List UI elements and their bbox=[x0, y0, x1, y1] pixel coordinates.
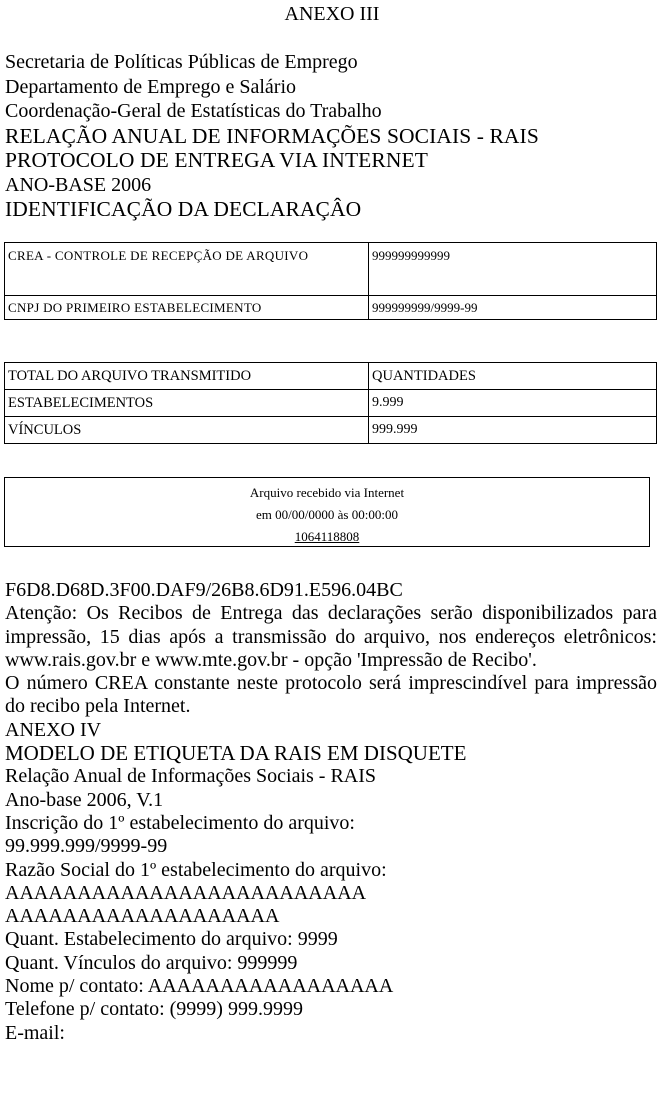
crea-note-paragraph: O número CREA constante neste protocolo será imprescindível para impressão do recibo pela Internet. bbox=[5, 672, 657, 718]
table-row bbox=[5, 417, 657, 444]
header-line-departamento: Departamento de Emprego e Salário bbox=[5, 75, 296, 98]
receipt-line-number: 1064118808 bbox=[294, 529, 360, 544]
razao-line-1: AAAAAAAAAAAAAAAAAAAAAAAAA bbox=[5, 881, 367, 904]
receipt-box bbox=[4, 477, 650, 547]
vinculos-value: 999.999 bbox=[369, 417, 657, 444]
header-line-identificacao: IDENTIFICAÇÃO DA DECLARAÇÂO bbox=[5, 197, 362, 221]
modelo-etiqueta-title: MODELO DE ETIQUETA DA RAIS EM DISQUETE bbox=[5, 741, 467, 766]
cnpj-value: 999999999/9999-99 bbox=[369, 296, 657, 320]
document-header bbox=[5, 50, 655, 222]
estabelecimentos-value: 9.999 bbox=[369, 390, 657, 417]
receipt-line-received: Arquivo recebido via Internet bbox=[249, 485, 405, 500]
document-body bbox=[5, 579, 657, 1045]
table-row bbox=[5, 296, 657, 320]
header-line-coordenacao: Coordenação-Geral de Estatísticas do Trabalho bbox=[5, 100, 382, 122]
header-line-ano-base: ANO-BASE 2006 bbox=[5, 173, 152, 196]
quantidades-table bbox=[4, 362, 657, 444]
header-line-protocolo: PROTOCOLO DE ENTREGA VIA INTERNET bbox=[5, 148, 428, 172]
total-arquivo-label: TOTAL DO ARQUIVO TRANSMITIDO bbox=[5, 363, 369, 390]
relacao-line: Relação Anual de Informações Sociais - RAIS bbox=[5, 765, 377, 788]
razao-line-2: AAAAAAAAAAAAAAAAAAA bbox=[5, 905, 280, 928]
telefone-contato-line: Telefone p/ contato: (9999) 999.9999 bbox=[5, 998, 303, 1021]
crea-value: 999999999999 bbox=[369, 243, 657, 296]
cnpj-label: CNPJ DO PRIMEIRO ESTABELECIMENTO bbox=[5, 296, 369, 320]
header-line-rais: RELAÇÃO ANUAL DE INFORMAÇÕES SOCIAIS - RAIS bbox=[5, 123, 539, 148]
atencao-paragraph: Atenção: Os Recibos de Entrega das declarações serão disponibilizados para impressão, 15 dias após a transmissão do arquivo, nos endereços eletrônicos: www.rais.gov.br e www.mte.gov.br - opção 'Impressão de Recibo'. bbox=[5, 602, 657, 671]
quant-vinculos-line: Quant. Vínculos do arquivo: 999999 bbox=[5, 951, 298, 974]
table-row bbox=[5, 243, 657, 296]
vinculos-label: VÍNCULOS bbox=[5, 417, 369, 444]
quant-estabelecimento-line: Quant. Estabelecimento do arquivo: 9999 bbox=[5, 928, 338, 951]
hash-code: F6D8.D68D.3F00.DAF9/26B8.6D91.E596.04BC bbox=[5, 579, 403, 601]
inscricao-label: Inscrição do 1º estabelecimento do arquivo: bbox=[5, 811, 355, 834]
quantidades-header: QUANTIDADES bbox=[369, 363, 657, 390]
table-header-row bbox=[5, 363, 657, 390]
crea-label: CREA - CONTROLE DE RECEPÇÃO DE ARQUIVO bbox=[5, 243, 369, 296]
anexo-iv-title: ANEXO IV bbox=[5, 718, 102, 741]
receipt-line-datetime: em 00/00/0000 às 00:00:00 bbox=[256, 507, 398, 522]
annex-title: ANEXO III bbox=[284, 3, 380, 25]
identificacao-table bbox=[4, 242, 657, 320]
email-line: E-mail: bbox=[5, 1021, 65, 1044]
estabelecimentos-label: ESTABELECIMENTOS bbox=[5, 390, 369, 417]
inscricao-value: 99.999.999/9999-99 bbox=[5, 835, 168, 858]
ano-base-line: Ano-base 2006, V.1 bbox=[5, 788, 164, 811]
table-row bbox=[5, 390, 657, 417]
razao-label: Razão Social do 1º estabelecimento do arquivo: bbox=[5, 858, 387, 881]
nome-contato-line: Nome p/ contato: AAAAAAAAAAAAAAAAA bbox=[5, 975, 394, 998]
header-line-secretaria: Secretaria de Políticas Públicas de Emprego bbox=[5, 51, 358, 73]
